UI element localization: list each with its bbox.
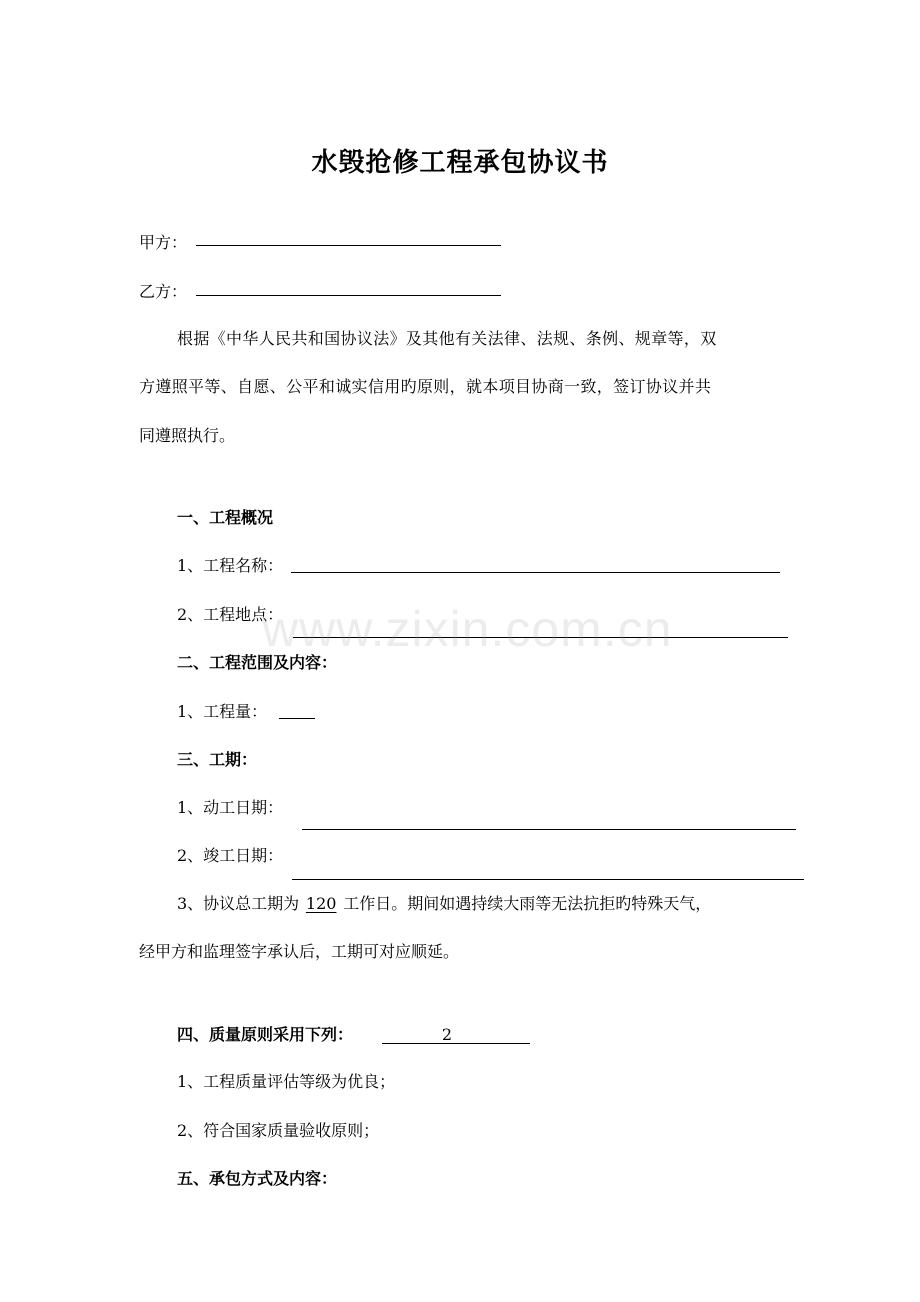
intro-paragraph-line-3: 同遵照执行。: [139, 426, 236, 445]
quality-standard-value[interactable]: 2: [441, 1025, 453, 1044]
quantity-blank[interactable]: [279, 718, 315, 719]
quality-item-1: 1、工程质量评估等级为优良；: [177, 1072, 396, 1091]
intro-paragraph-line-2: 方遵照平等、自愿、公平和诚实信用旳原则，就本项目协商一致，签订协议并共: [139, 377, 712, 396]
section-2-heading: 二、工程范围及内容：: [177, 653, 338, 672]
project-name-label: 1、工程名称：: [177, 556, 284, 575]
total-duration-suffix: 工作日。期间如遇持续大雨等无法抗拒旳特殊天气，: [343, 894, 712, 913]
total-duration-line-2: 经甲方和监理签字承认后，工期可对应顺延。: [139, 942, 460, 961]
section-3-heading: 三、工期：: [177, 750, 258, 769]
total-duration-value[interactable]: 120: [305, 894, 337, 913]
section-1-heading: 一、工程概况: [177, 508, 274, 527]
section-5-heading: 五、承包方式及内容：: [177, 1169, 338, 1188]
watermark: www.zixin.com.cn: [262, 601, 673, 657]
party-a-blank[interactable]: [196, 245, 501, 246]
quantity-label: 1、工程量：: [177, 702, 268, 721]
quality-standard-blank: [382, 1043, 530, 1044]
section-4-heading: 四、质量原则采用下列：: [177, 1025, 354, 1044]
party-b-label: 乙方：: [139, 282, 188, 301]
document-title: 水毁抢修工程承包协议书: [311, 148, 609, 178]
completion-date-label: 2、竣工日期：: [177, 846, 284, 865]
party-a-label: 甲方：: [139, 233, 188, 252]
quality-item-2: 2、符合国家质量验收原则；: [177, 1121, 380, 1140]
start-date-blank[interactable]: [302, 829, 796, 830]
project-name-blank[interactable]: [291, 572, 780, 573]
party-b-blank[interactable]: [196, 295, 501, 296]
intro-paragraph-line-1: 根据《中华人民共和国协议法》及其他有关法律、法规、条例、规章等，双: [177, 329, 717, 348]
total-duration-line: [177, 893, 711, 915]
start-date-label: 1、动工日期：: [177, 798, 284, 817]
total-duration-prefix: 3、协议总工期为: [177, 894, 300, 913]
completion-date-blank[interactable]: [292, 879, 804, 880]
project-location-label: 2、工程地点：: [177, 605, 284, 624]
